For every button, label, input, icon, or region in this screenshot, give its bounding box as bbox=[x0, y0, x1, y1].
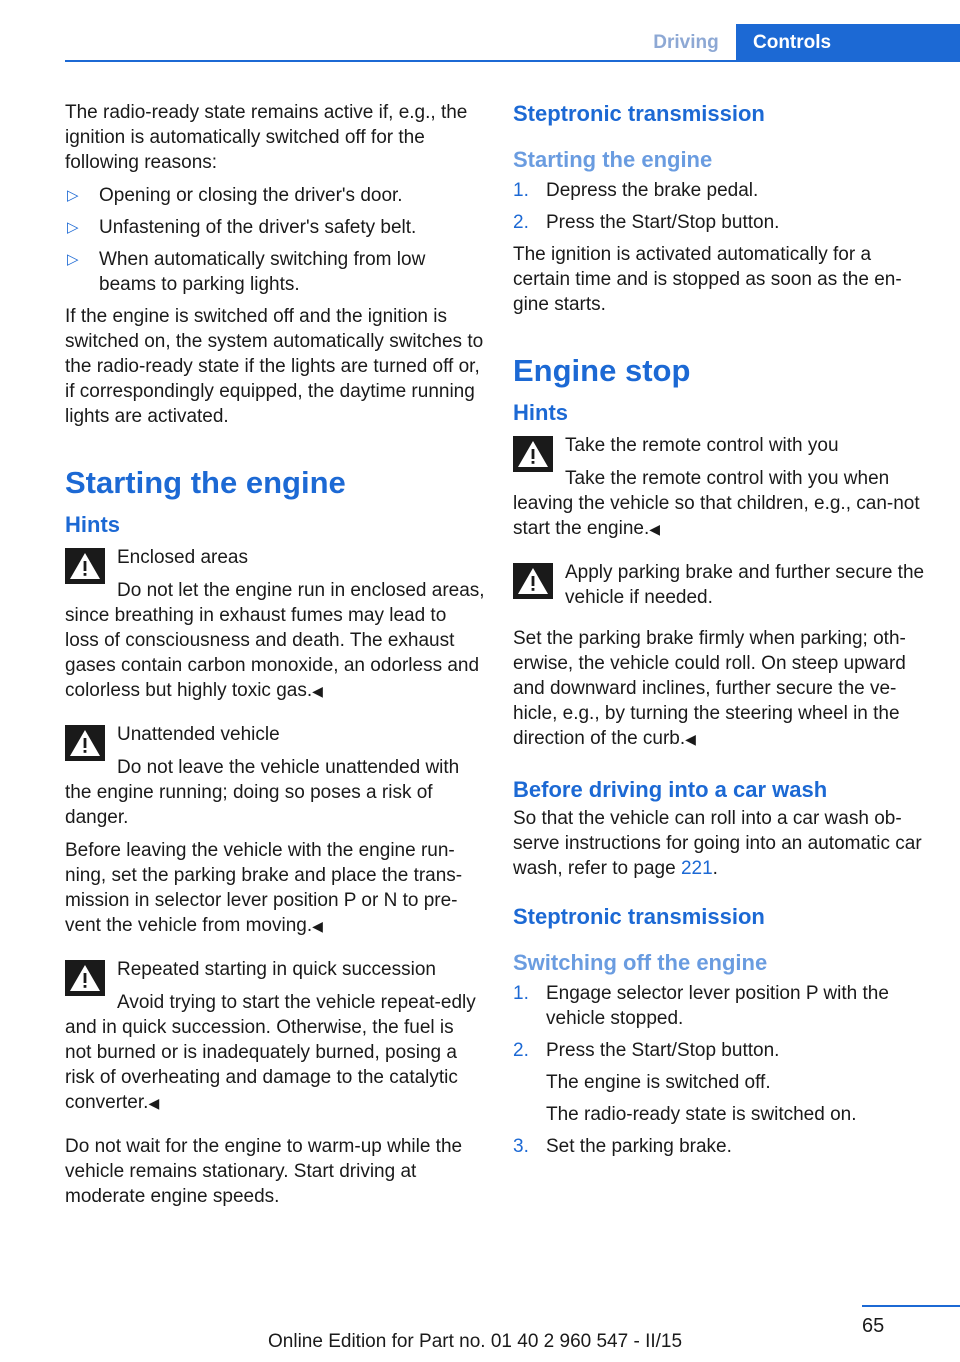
heading-hints: Hints bbox=[65, 512, 120, 537]
heading-hints: Hints bbox=[513, 400, 568, 425]
list-item bbox=[513, 981, 933, 1031]
heading-starting-engine: Starting the engine bbox=[65, 465, 346, 500]
warning-body bbox=[65, 990, 485, 1116]
triangle-bullet-icon: ▷ bbox=[67, 251, 79, 268]
heading-steptronic: Steptronic transmission bbox=[513, 904, 765, 929]
parking-brake-paragraph bbox=[513, 626, 933, 752]
header-rule bbox=[65, 60, 960, 62]
heading-switching-off: Switching off the engine bbox=[513, 950, 768, 975]
warning-body-text: Take the remote control with you when leaving the vehicle so that children, e.g., can-not start the engine. bbox=[513, 468, 920, 539]
heading-starting-engine-sub: Starting the engine bbox=[513, 147, 713, 172]
warning-body-text: Do not let the engine run in enclosed areas, since breathing in exhaust fumes may lead to loss of consciousness and death. The exhaust gases contain carbon monoxide, an odorless and colorless but highly toxic gas. bbox=[65, 580, 485, 701]
paragraph-text: Set the parking brake firmly when parking; oth-erwise, the vehicle could roll. On steep upward and downward inclines, further secure the ve-hicle, e.g., by turning the steering wheel in the direction of the curb. bbox=[513, 628, 906, 749]
step-text: Depress the brake pedal. bbox=[546, 180, 759, 201]
warning-title: Enclosed areas bbox=[117, 547, 248, 568]
warning-repeated-starting bbox=[65, 957, 485, 1116]
list-item bbox=[513, 1038, 933, 1127]
warning-remote-control bbox=[513, 433, 933, 542]
end-mark-icon: ◀ bbox=[649, 521, 661, 537]
end-mark-icon: ◀ bbox=[685, 731, 696, 747]
heading-car-wash: Before driving into a car wash bbox=[513, 777, 828, 802]
step-result: The radio-ready state is switched on. bbox=[546, 1104, 857, 1125]
list-item bbox=[513, 210, 933, 235]
step-text: Engage selector lever position P with the vehicle stopped. bbox=[546, 983, 889, 1029]
heading-steptronic: Steptronic transmission bbox=[513, 101, 765, 126]
page-reference-link[interactable]: 221 bbox=[680, 858, 713, 879]
step-number: 1. bbox=[513, 180, 529, 201]
warning-triangle-icon bbox=[513, 563, 553, 599]
list-item bbox=[65, 183, 485, 208]
step-number: 2. bbox=[513, 1040, 529, 1061]
list-item-text: When automatically switching from low beams to parking lights. bbox=[99, 249, 426, 295]
warning-title: Unattended vehicle bbox=[117, 724, 280, 745]
intro-paragraph: The radio-ready state remains active if, e.g., the ignition is automatically switched off for the following reasons: bbox=[65, 102, 468, 173]
list-item bbox=[65, 247, 485, 297]
warning-triangle-icon bbox=[513, 436, 553, 472]
left-column bbox=[65, 100, 485, 1217]
list-item bbox=[513, 1134, 933, 1159]
step-text: Press the Start/Stop button. bbox=[546, 1040, 780, 1061]
edition-note: Online Edition for Part no. 01 40 2 960 547 - II/15 bbox=[268, 1331, 683, 1352]
car-wash-paragraph: So that the vehicle can roll into a car wash ob-serve instructions for going into an automatic car wash, refer to page 221. bbox=[513, 808, 922, 879]
warning-triangle-icon bbox=[65, 548, 105, 584]
triangle-bullet-icon: ▷ bbox=[67, 219, 79, 236]
before-leaving-paragraph bbox=[65, 838, 485, 939]
warning-parking-brake bbox=[513, 560, 933, 618]
triangle-bullet-icon: ▷ bbox=[67, 187, 79, 204]
warning-triangle-icon bbox=[65, 725, 105, 761]
footer-rule bbox=[862, 1305, 960, 1307]
warning-title: Repeated starting in quick succession bbox=[117, 959, 436, 980]
right-column bbox=[513, 100, 933, 1166]
ignition-paragraph: The ignition is activated automatically for a certain time and is stopped as soon as the en-gine starts. bbox=[513, 244, 902, 315]
end-mark-icon: ◀ bbox=[312, 918, 323, 934]
list-item-text: Unfastening of the driver's safety belt. bbox=[99, 217, 417, 238]
step-number: 1. bbox=[513, 983, 529, 1004]
step-number: 3. bbox=[513, 1136, 529, 1157]
end-mark-icon: ◀ bbox=[148, 1095, 160, 1111]
warning-unattended-vehicle bbox=[65, 722, 485, 830]
list-item bbox=[513, 178, 933, 203]
warning-triangle-icon bbox=[65, 960, 105, 996]
stop-steps-list bbox=[513, 981, 933, 1159]
reasons-list bbox=[65, 183, 485, 297]
warning-title: Apply parking brake and further secure the vehicle if needed. bbox=[565, 562, 925, 608]
warning-title: Take the remote control with you bbox=[565, 435, 839, 456]
step-number: 2. bbox=[513, 212, 529, 233]
warmup-paragraph: Do not wait for the engine to warm-up while the vehicle remains stationary. Start driving at moderate engine speeds. bbox=[65, 1136, 463, 1207]
paragraph-text: So that the vehicle can roll into a car wash ob-serve instructions for going into an automatic car wash, refer to page bbox=[513, 808, 922, 879]
warning-enclosed-areas bbox=[65, 545, 485, 704]
warning-body: Do not leave the vehicle unattended with the engine running; doing so poses a risk of danger. bbox=[65, 757, 460, 828]
step-text: Press the Start/Stop button. bbox=[546, 212, 780, 233]
tab-driving[interactable]: Driving bbox=[653, 32, 719, 53]
heading-engine-stop: Engine stop bbox=[513, 353, 691, 388]
warning-body bbox=[65, 578, 485, 704]
step-text: Set the parking brake. bbox=[546, 1136, 732, 1157]
engine-off-paragraph: If the engine is switched off and the ignition is switched on, the system automatically switches to the radio-ready state if the lights are turned off or, if correspondingly equipped, the daytime running lights are activated. bbox=[65, 306, 484, 427]
step-result: The engine is switched off. bbox=[546, 1072, 771, 1093]
tab-controls[interactable]: Controls bbox=[736, 24, 960, 62]
warning-body bbox=[513, 466, 933, 542]
list-item-text: Opening or closing the driver's door. bbox=[99, 185, 403, 206]
page-number: 65 bbox=[862, 1315, 885, 1337]
warning-body-text: Avoid trying to start the vehicle repeat-edly and in quick succession. Otherwise, the fuel is not burned or is inadequately burned, posing a risk of overheating and damage to the catalytic converter. bbox=[65, 992, 476, 1113]
start-steps-list bbox=[513, 178, 933, 235]
end-mark-icon: ◀ bbox=[312, 683, 323, 699]
paragraph-text: Before leaving the vehicle with the engine run-ning, set the parking brake and place the trans-mission in selector lever position P or N to pre-vent the vehicle from moving. bbox=[65, 840, 463, 936]
list-item bbox=[65, 215, 485, 240]
